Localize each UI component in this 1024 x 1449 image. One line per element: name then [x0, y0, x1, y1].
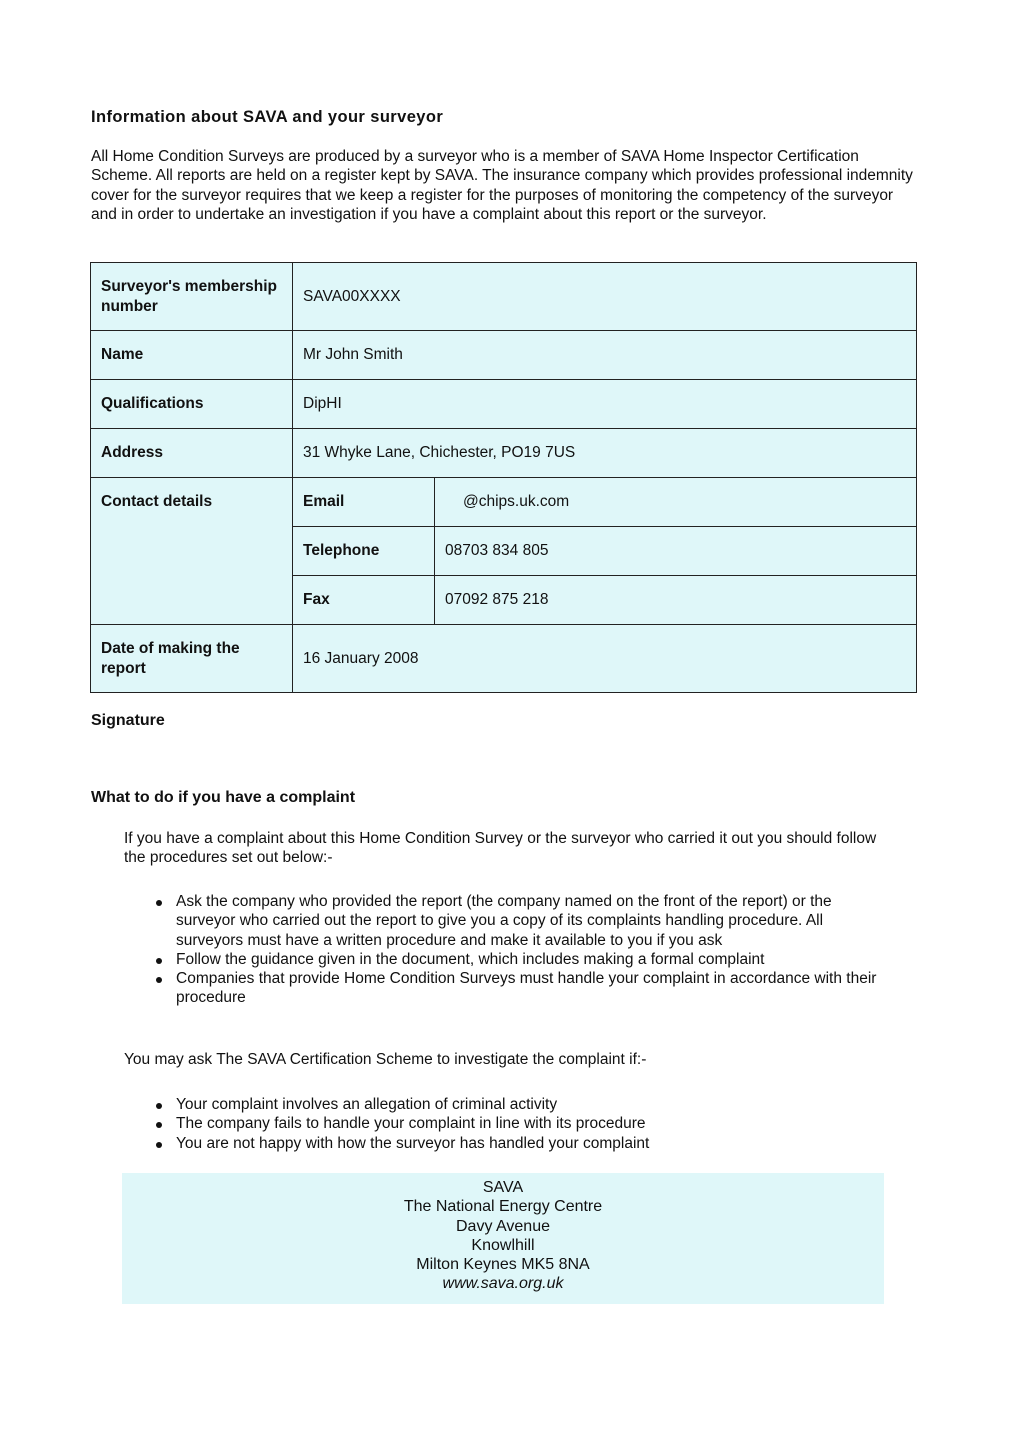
membership-label: Surveyor's membership number [91, 263, 293, 331]
address-line: Davy Avenue [456, 1217, 550, 1235]
investigate-intro: You may ask The SAVA Certification Scheme to investigate the complaint if:- [124, 1051, 647, 1068]
list-item [124, 892, 894, 950]
list-item-text: Your complaint involves an allegation of criminal activity [176, 1096, 558, 1113]
email-label: Email [293, 478, 435, 527]
fax-value: 07092 875 218 [435, 576, 917, 625]
qualifications-value: DipHI [293, 380, 917, 429]
list-item-text: Ask the company who provided the report (the company named on the front of the report) or the surveyor who carried out the report to give you a copy of its complaints handling procedure. All surveyors must have a written procedure and make it available to you if you ask [176, 893, 832, 949]
fax-label: Fax [293, 576, 435, 625]
bullet-icon [156, 1142, 162, 1148]
address-line: Knowlhill [471, 1236, 535, 1254]
intro-paragraph: All Home Condition Surveys are produced by a surveyor who is a member of SAVA Home Inspector Certification Scheme. All reports are held on a register kept by SAVA. The insurance company which provides professional indemnity cover for the surveyor requires that we keep a register for the purposes of monitoring the competency of the surveyor and in order to undertake an investigation if you have a complaint about this report or the surveyor. [91, 148, 913, 223]
list-item [124, 1114, 894, 1133]
website-link[interactable]: www.sava.org.uk [442, 1275, 564, 1293]
telephone-value: 08703 834 805 [435, 527, 917, 576]
section-heading: Information about SAVA and your surveyor [91, 108, 444, 126]
table-row [91, 380, 917, 429]
bullet-icon [156, 1122, 162, 1128]
investigate-list [124, 1095, 894, 1153]
email-value[interactable]: @chips.uk.com [435, 478, 917, 527]
address-value: 31 Whyke Lane, Chichester, PO19 7US [293, 429, 917, 478]
table-row [91, 263, 917, 331]
membership-value: SAVA00XXXX [293, 263, 917, 331]
qualifications-label: Qualifications [91, 380, 293, 429]
bullet-icon [156, 977, 162, 983]
list-item-text: You are not happy with how the surveyor has handled your complaint [176, 1134, 650, 1152]
date-value: 16 January 2008 [293, 625, 917, 693]
table-row [91, 429, 917, 478]
list-item-text: The company fails to handle your complaint in line with its procedure [176, 1115, 646, 1133]
name-label: Name [91, 331, 293, 380]
sava-address-block [122, 1173, 884, 1304]
complaint-intro: If you have a complaint about this Home Condition Survey or the surveyor who carried it out you should follow the procedures set out below:- [124, 830, 877, 867]
table-row [91, 478, 917, 527]
list-item-text: Companies that provide Home Condition Surveys must handle your complaint in accordance with their procedure [176, 970, 877, 1007]
bullet-icon [156, 1103, 162, 1109]
address-label: Address [91, 429, 293, 478]
address-line: The National Energy Centre [403, 1198, 603, 1216]
complaint-heading: What to do if you have a complaint [91, 789, 356, 806]
bullet-icon [156, 958, 162, 964]
telephone-label: Telephone [293, 527, 435, 576]
list-item [124, 1134, 894, 1153]
list-item [124, 969, 894, 1008]
name-value: Mr John Smith [293, 331, 917, 380]
table-row [91, 625, 917, 693]
list-item [124, 950, 894, 969]
table-row [91, 331, 917, 380]
list-item-text: Follow the guidance given in the document, which includes making a formal complaint [176, 950, 765, 968]
list-item [124, 1095, 894, 1114]
address-line: Milton Keynes MK5 8NA [416, 1256, 590, 1274]
address-line: SAVA [482, 1179, 524, 1196]
signature-label: Signature [91, 712, 165, 729]
procedure-list [124, 892, 894, 1008]
contact-details-label: Contact details [91, 478, 293, 625]
surveyor-details-table [90, 262, 917, 693]
bullet-icon [156, 900, 162, 906]
date-label: Date of making the report [91, 625, 293, 693]
